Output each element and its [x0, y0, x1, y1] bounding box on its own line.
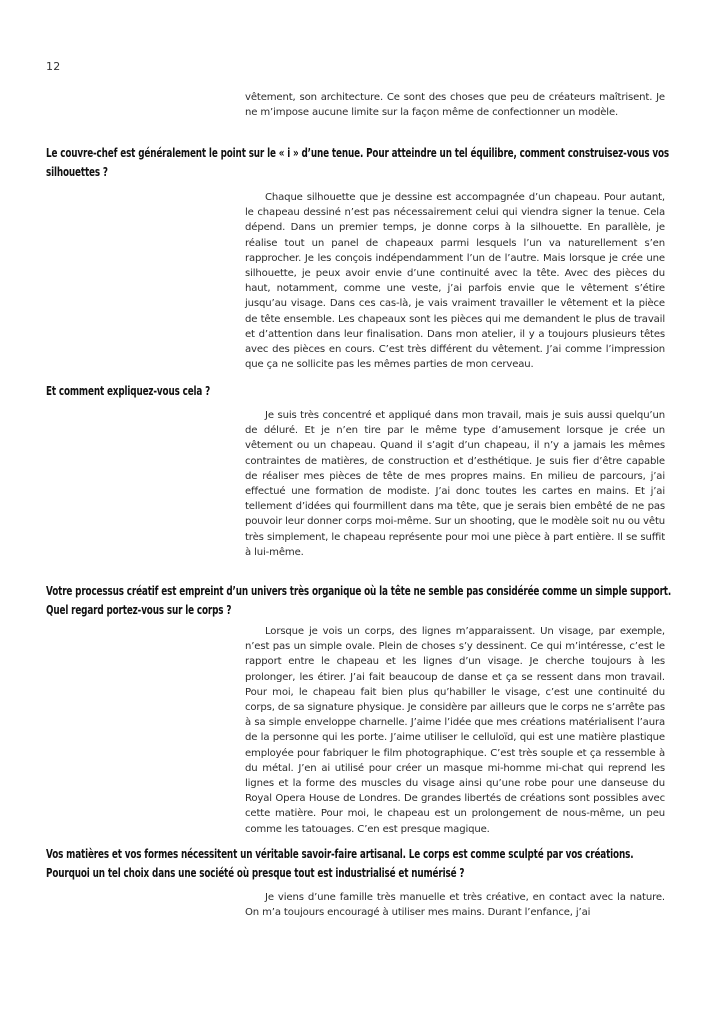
- intro-paragraph: vêtement, son architecture. Ce sont des choses que peu de créateurs maîtrisent. Je ne m’impose aucune limite sur la façon même de confectionner un modèle.: [245, 92, 665, 119]
- answer-1: Chaque silhouette que je dessine est accompagnée d’un chapeau. Pour autant, le chapeau dessiné n’est pas nécessairement celui qui viendra signer la tenue. Cela dépend. Dans un premier temps, je donne corps à la silhouette. En parallèle, je réalise tout un panel de chapeaux parmi lesquels l’un va naturellement s’en rapprocher. Je les conçois indépendamment l’un de l’autre. Mais lorsque je crée une silhouette, je peux avoir envie d’une continuité avec la tête. Avec des pièces du haut, notamment, comme une veste, j’ai parfois envie que le vêtement s’étire jusqu’au visage. Dans ces cas-là, je vais vraiment travailler le vêtement et la pièce de tête ensemble. Les chapeaux sont les pièces qui me demandent le plus de travail et d’attention dans leur finalisation. Dans mon atelier, il y a toujours plusieurs têtes avec des pièces en cours. C’est très différent du vêtement. J’ai comme l’impression que ça ne sollicite pas les mêmes parties de mon cerveau.: [245, 192, 665, 371]
- question-1: Le couvre-chef est généralement le point sur le « i » d’une tenue. Pour atteindre un tel équilibre, comment construisez-vous vos silhouettes ?: [46, 145, 670, 179]
- answer-3: Lorsque je vois un corps, des lignes m’apparaissent. Un visage, par exemple, n’est pas un simple ovale. Plein de choses s’y dessinent. Ce qui m’intéresse, c’est le rapport entre le chapeau et les lignes d’un visage. Je cherche toujours à les prolonger, les étirer. J’ai fait beaucoup de danse et ça se ressent dans mon travail. Pour moi, le chapeau fait bien plus qu’habiller le visage, c’est une continuité du corps, de sa signature physique. Je considère par ailleurs que le corps ne s’arrête pas à sa simple enveloppe charnelle. J’aime l’idée que mes créations matérialisent l’aura de la personne qui les porte. J’aime utiliser le celluloïd, qui est une matière plastique employée pour fabriquer le film photographique. C’est très souple et ça ressemble à du métal. J’en ai utilisé pour créer un masque mi-homme mi-chat qui reprend les lignes et la forme des muscles du visage ainsi qu’une robe pour une danseuse du Royal Opera House de Londres. De grandes libertés de créations sont possibles avec cette matière. Pour moi, le chapeau est un prolongement de nous-même, un peu comme les tatouages. C’en est presque magique.: [245, 626, 665, 835]
- answer-4: Je viens d’une famille très manuelle et très créative, en contact avec la nature. On m’a toujours encouragé à utiliser mes mains. Durant l’enfance, j’ai: [245, 892, 665, 919]
- page-number: 12: [46, 60, 61, 73]
- question-3: Votre processus créatif est empreint d’un univers très organique où la tête ne semble pas considérée comme un simple support. Quel regard portez-vous sur le corps ?: [46, 583, 672, 617]
- question-2: Et comment expliquez-vous cela ?: [46, 383, 211, 398]
- answer-2: Je suis très concentré et appliqué dans mon travail, mais je suis aussi quelqu’un de déluré. Et je n’en tire par le même type d’amusement lorsque je crée un vêtement ou un chapeau. Quand il s’agit d’un chapeau, il n’y a jamais les mêmes contraintes de matières, de construction et d’esthétique. Je suis fier d’être capable de réaliser mes pièces de tête de mes propres mains. En milieu de parcours, j’ai effectué une formation de modiste. J’ai donc toutes les cartes en mains. Et j’ai tellement d’idées qui fourmillent dans ma tête, que je serais bien embêté de ne pas pouvoir leur donner corps moi-même. Sur un shooting, que le modèle soit nu ou vêtu très simplement, le chapeau représente pour moi une pièce à part entière. Il se suffit à lui-même.: [245, 410, 665, 558]
- question-4: Vos matières et vos formes nécessitent un véritable savoir-faire artisanal. Le corps est comme sculpté par vos créations. Pourquoi un tel choix dans une société où presque tout est industrialisé et numérisé ?: [46, 846, 634, 880]
